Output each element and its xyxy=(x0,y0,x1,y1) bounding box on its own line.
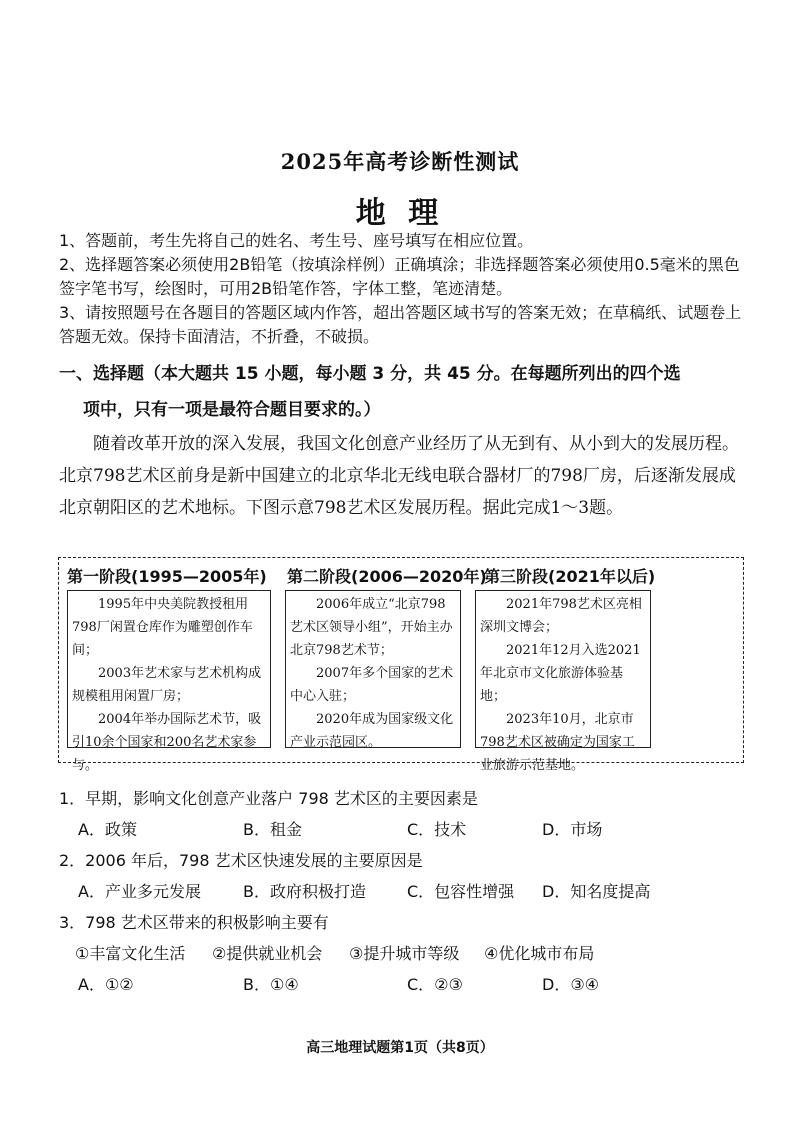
section-heading: 一、选择题（本大题共 15 小题，每小题 3 分，共 45 分。在每题所列出的四个选 xyxy=(59,364,681,384)
question-2-stem: 2．2006 年后，798 艺术区快速发展的主要原因是 xyxy=(59,851,423,870)
q2-option-d[interactable]: D．知名度提高 xyxy=(542,882,651,901)
stage-2-item: 2006年成立“北京798艺术区领导小组”，开始主办北京798艺术节； xyxy=(290,597,453,658)
q2-option-a[interactable]: A．产业多元发展 xyxy=(78,882,201,901)
subject-title: 地 理 xyxy=(355,196,445,231)
development-figure xyxy=(58,557,744,773)
stage-3-box xyxy=(475,590,651,773)
q3-choice-1: ①丰富文化生活 xyxy=(75,944,186,963)
q3-option-b[interactable]: B．①④ xyxy=(243,975,299,994)
stage-3-item: 2021年798艺术区亮相深圳文博会； xyxy=(480,597,642,635)
q1-option-b[interactable]: B．租金 xyxy=(243,820,302,839)
stage-2-item: 2020年成为国家级文化产业示范园区。 xyxy=(290,712,454,750)
question-1-stem: 1．早期，影响文化创意产业落户 798 艺术区的主要因素是 xyxy=(59,789,478,808)
question-3-stem: 3．798 艺术区带来的积极影响主要有 xyxy=(59,913,329,932)
q1-option-c[interactable]: C．技术 xyxy=(407,820,467,839)
q1-option-a[interactable]: A．政策 xyxy=(78,820,137,839)
stage-1-box xyxy=(67,590,271,773)
instruction-2: 2、选择题答案必须使用2B铅笔（按填涂样例）正确填涂；非选择题答案必须使用0.5毫米的黑色签字笔书写，绘图时，可用2B铅笔作答，字体工整，笔迹清楚。 xyxy=(59,255,740,298)
stage-3-title: 第三阶段(2021年以后) xyxy=(484,567,656,586)
stage-2-title: 第二阶段(2006—2020年) xyxy=(287,567,487,586)
exam-title: 2025年高考诊断性测试 xyxy=(280,149,520,174)
q3-choice-2: ②提供就业机会 xyxy=(212,944,323,963)
q3-choice-3: ③提升城市等级 xyxy=(349,944,460,963)
q3-option-a[interactable]: A．①② xyxy=(78,975,134,994)
q2-option-b[interactable]: B．政府积极打造 xyxy=(243,882,366,901)
reading-passage: 随着改革开放的深入发展，我国文化创意产业经历了从无到有、从小到大的发展历程。北京798艺术区前身是新中国建立的北京华北无线电联合器材厂的798厂房，后逐渐发展成北京朝阳区的艺术地标。下图示意798艺术区发展历程。据此完成1～3题。 xyxy=(59,434,739,518)
section-heading-cont: 项中，只有一项是最符合题目要求的。） xyxy=(83,400,381,420)
stage-2-item: 2007年多个国家的艺术中心入驻； xyxy=(290,666,454,704)
instruction-3: 3、请按照题号在各题目的答题区域内作答，超出答题区域书写的答案无效；在草稿纸、试题卷上答题无效。保持卡面清洁，不折叠，不破损。 xyxy=(59,303,742,346)
instruction-1: 1、答题前，考生先将自己的姓名、考生号、座号填写在相应位置。 xyxy=(59,231,534,250)
q3-option-c[interactable]: C．②③ xyxy=(407,975,463,994)
page-footer: 高三地理试题第1页（共8页） xyxy=(306,1040,494,1056)
q1-option-d[interactable]: D．市场 xyxy=(542,820,603,839)
q2-option-c[interactable]: C．包容性增强 xyxy=(407,882,515,901)
stage-3-item: 2023年10月，北京市798艺术区被确定为国家工业旅游示范基地。 xyxy=(480,712,635,773)
stage-2-box xyxy=(285,590,461,748)
stage-1-item: 2003年艺术家与艺术机构成规模租用闲置厂房； xyxy=(72,666,262,704)
stage-3-item: 2021年12月入选2021年北京市文化旅游体验基地； xyxy=(480,643,641,704)
stage-1-title: 第一阶段(1995—2005年) xyxy=(67,567,267,586)
stage-1-item: 2004年举办国际艺术节，吸引10余个国家和200名艺术家参与。 xyxy=(72,712,262,773)
q3-option-d[interactable]: D．③④ xyxy=(542,975,600,994)
q3-choice-4: ④优化城市布局 xyxy=(484,944,595,963)
stage-1-item: 1995年中央美院教授租用798厂闲置仓库作为雕塑创作车间； xyxy=(72,597,253,658)
